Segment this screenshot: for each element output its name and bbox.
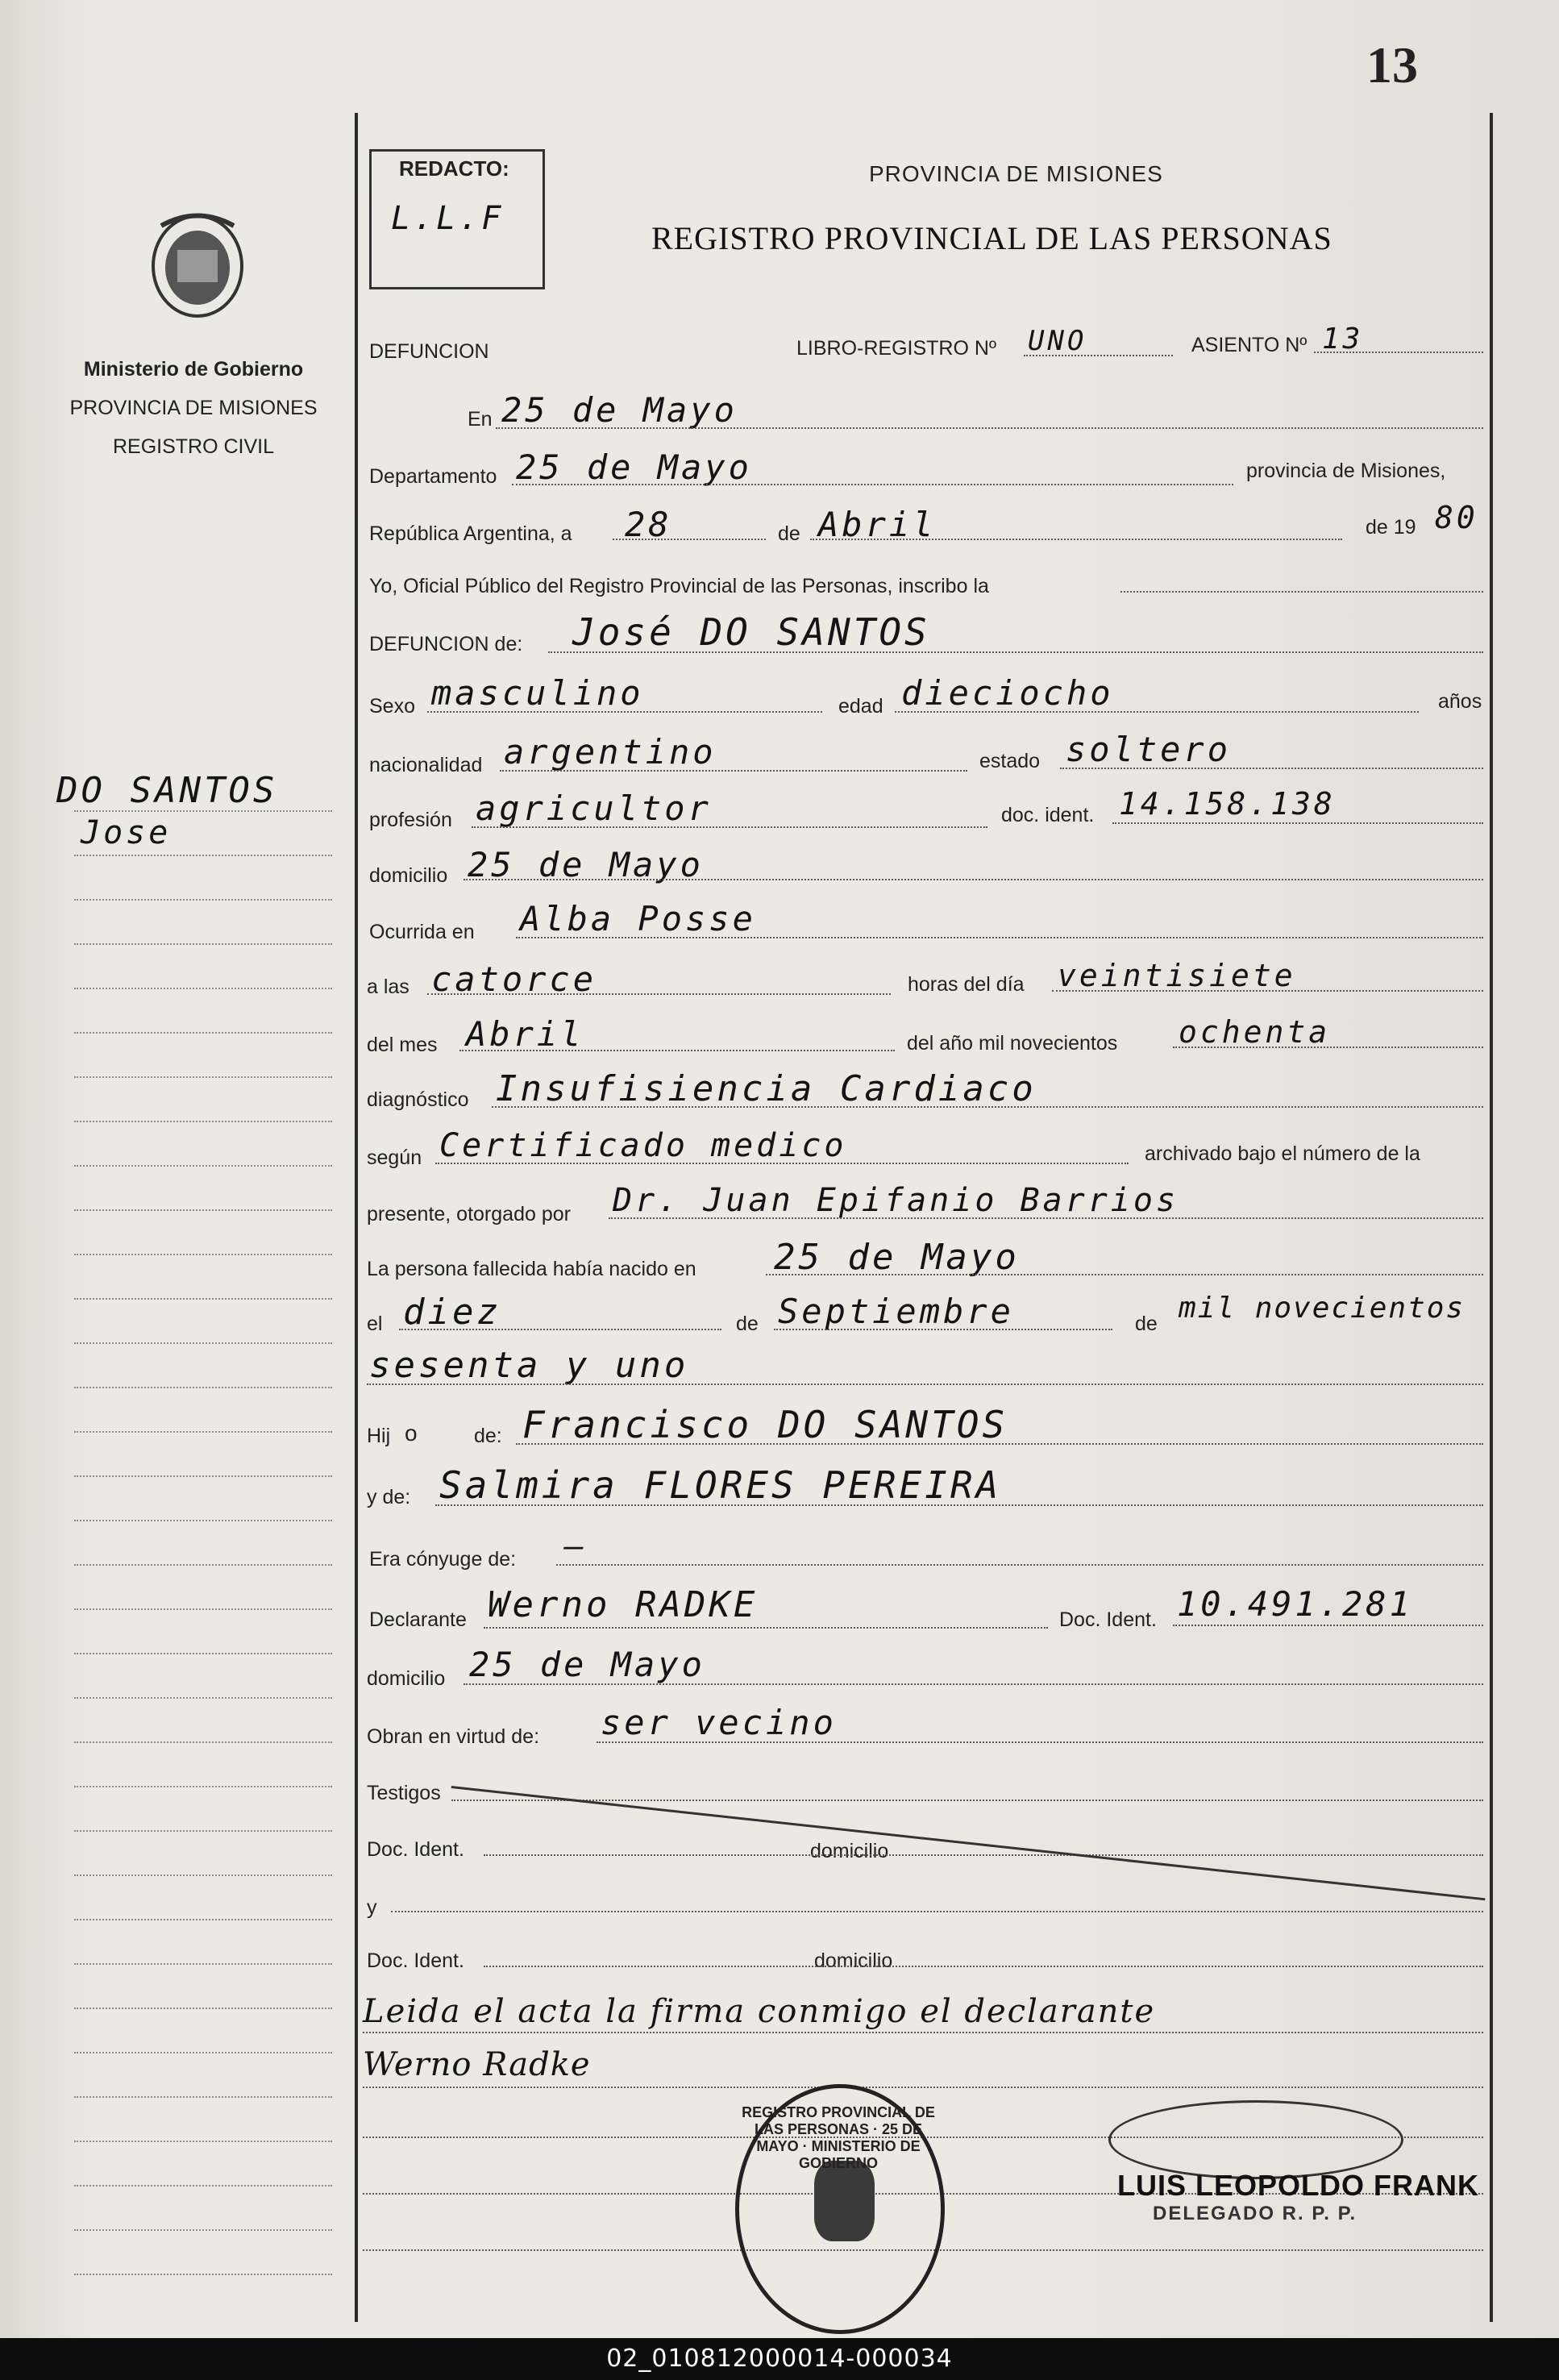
asiento-label: ASIENTO Nº (1191, 334, 1307, 356)
anio-label: de 19 (1366, 516, 1416, 539)
provincia-suffix: provincia de Misiones, (1246, 460, 1446, 482)
domicilio3-label: domicilio (810, 1840, 889, 1862)
declarante-doc-label: Doc. Ident. (1059, 1608, 1157, 1631)
margin-line (74, 1520, 332, 1521)
nacionalidad-value: argentino (504, 732, 717, 772)
doc-line (1112, 822, 1483, 824)
libro-value: UNO (1028, 325, 1087, 357)
segun-value: Certificado medico (439, 1127, 847, 1164)
redacto-label: REDACTO: (399, 156, 509, 181)
ministry-block (48, 350, 339, 466)
presente-value: Dr. Juan Epifanio Barrios (613, 1182, 1179, 1219)
marginal-name: Jose (81, 814, 172, 851)
hijo-line (516, 1443, 1483, 1445)
domicilio-line (464, 879, 1483, 880)
act-type: DEFUNCION (369, 340, 489, 363)
departamento-line (512, 484, 1233, 485)
anos-label: años (1438, 690, 1482, 713)
de2-label: de (736, 1313, 759, 1335)
doc-value: 14.158.138 (1119, 786, 1336, 822)
ocurrida-value: Alba Posse (520, 899, 756, 938)
ministry-province: PROVINCIA DE MISIONES (69, 397, 318, 419)
asiento-value: 13 (1322, 322, 1364, 356)
margin-line (74, 1786, 332, 1787)
yde-value: Salmira FLORES PEREIRA (439, 1463, 1002, 1507)
segun-line (435, 1163, 1129, 1164)
closing-line (363, 2087, 1483, 2088)
margin-line (74, 1121, 332, 1122)
el-value: diez (403, 1292, 501, 1333)
ministry-registry: REGISTRO CIVIL (112, 435, 275, 458)
margin-line (74, 1254, 332, 1255)
conyuge-label: Era cónyuge de: (369, 1548, 517, 1571)
margin-line (74, 1076, 332, 1078)
dia-line (613, 539, 766, 540)
delano-line (1173, 1046, 1483, 1048)
yde-line (435, 1504, 1483, 1506)
docident1-label: Doc. Ident. (367, 1838, 464, 1861)
archivado-label: archivado bajo el número de la (1145, 1142, 1420, 1165)
domicilio-value: 25 de Mayo (468, 845, 704, 884)
domicilio2-label: domicilio (367, 1667, 446, 1690)
mes-value: Abril (818, 505, 937, 544)
signature-role: DELEGADO R. P. P. (1153, 2203, 1357, 2224)
margin-line (74, 1342, 332, 1344)
profesion-value: agricultor (476, 788, 712, 828)
margin-line (74, 2274, 332, 2275)
delmes-line (459, 1050, 895, 1051)
closing-line (363, 2032, 1483, 2033)
mes-line (810, 539, 1342, 540)
dia-value: 28 (625, 505, 672, 544)
margin-line (74, 1209, 332, 1211)
hijo-suffix: o (405, 1421, 418, 1446)
margin-line (74, 855, 332, 856)
closing-text: Leida el acta la firma conmigo el declarante (363, 1993, 1156, 2030)
stamp-text: REGISTRO PROVINCIAL DE LAS PERSONAS · 25 DE MAYO · MINISTERIO DE GOBIERNO (742, 2104, 935, 2171)
margin-line (74, 1919, 332, 1920)
profesion-label: profesión (369, 809, 452, 831)
el-label: el (367, 1313, 383, 1335)
margin-line (74, 1874, 332, 1876)
coat-of-arms-icon (145, 202, 250, 322)
stamp-emblem-icon (814, 2161, 875, 2241)
margin-line (74, 2096, 332, 2098)
republica-label: República Argentina, a (369, 522, 572, 545)
defuncion-line (548, 651, 1483, 653)
diagnostico-label: diagnóstico (367, 1088, 469, 1111)
right-margin-rule (1490, 113, 1493, 2322)
margin-line (74, 1165, 332, 1167)
signature-name: LUIS LEOPOLDO FRANK (1117, 2169, 1479, 2202)
domicilio4-label: domicilio (814, 1949, 893, 1972)
nacido-label: La persona fallecida había nacido en (367, 1258, 696, 1280)
segun-label: según (367, 1146, 422, 1169)
yde-label: y de: (367, 1486, 411, 1508)
docident1-line (484, 1854, 1483, 1856)
margin-line (74, 2052, 332, 2053)
diagnostico-line (492, 1106, 1483, 1108)
image-id-footer: 02_010812000014-000034 (0, 2338, 1559, 2380)
declarante-signature: Werno Radke (363, 2046, 591, 2083)
delano-value: ochenta (1179, 1014, 1331, 1050)
libro-line (1024, 355, 1173, 356)
page-title: REGISTRO PROVINCIAL DE LAS PERSONAS (651, 220, 1332, 256)
edad-line (895, 711, 1419, 713)
yo-text: Yo, Oficial Público del Registro Provincial de las Personas, inscribo la (369, 575, 989, 597)
estado-line (1060, 768, 1483, 769)
de2-value: Septiembre (778, 1292, 1014, 1331)
declarante-line (484, 1627, 1048, 1629)
hijo-value: Francisco DO SANTOS (522, 1403, 1008, 1446)
margin-line (74, 1387, 332, 1388)
margin-line (74, 1963, 332, 1965)
defuncion-label: DEFUNCION de: (369, 633, 523, 655)
domicilio2-line (464, 1683, 1483, 1685)
asiento-line (1314, 352, 1483, 353)
testigos-label: Testigos (367, 1782, 441, 1804)
sexo-label: Sexo (369, 695, 415, 718)
left-margin-rule (355, 113, 358, 2322)
declarante-doc-line (1173, 1625, 1483, 1626)
horas-line (1052, 990, 1483, 992)
nacionalidad-line (500, 770, 967, 772)
page-number: 13 (1366, 36, 1418, 94)
signature-oval (1108, 2100, 1403, 2179)
departamento-value: 25 de Mayo (516, 447, 752, 487)
estado-label: estado (979, 750, 1041, 772)
obran-label: Obran en virtud de: (367, 1725, 540, 1748)
departamento-label: Departamento (369, 465, 497, 488)
declarante-value: Werno RADKE (488, 1584, 759, 1625)
ministry-name: Ministerio de Gobierno (83, 358, 304, 381)
presente-label: presente, otorgado por (367, 1203, 571, 1225)
margin-line (74, 810, 332, 812)
y-label: y (367, 1896, 377, 1919)
declarante-label: Declarante (369, 1608, 467, 1631)
profesion-line (472, 826, 987, 828)
margin-line (74, 1608, 332, 1610)
testigos-line (451, 1800, 1483, 1801)
margin-line (74, 1298, 332, 1300)
docident2-label: Doc. Ident. (367, 1949, 464, 1972)
en-line (496, 427, 1483, 429)
en-label: En (468, 408, 493, 431)
redacto-value: L.L.F (391, 200, 505, 237)
delano-label: del año mil novecientos (907, 1032, 1118, 1055)
alas-value: catorce (431, 959, 597, 999)
marginal-surname: DO SANTOS (56, 770, 278, 811)
margin-line (74, 1653, 332, 1654)
nacionalidad-label: nacionalidad (369, 754, 483, 776)
yo-line (1120, 591, 1483, 593)
alas-label: a las (367, 976, 409, 998)
margin-line (74, 1475, 332, 1477)
doc-label: doc. ident. (1001, 804, 1095, 826)
delmes-label: del mes (367, 1034, 438, 1056)
margin-line (74, 2008, 332, 2009)
edad-label: edad (838, 695, 883, 718)
margin-line (74, 1431, 332, 1433)
margin-line (74, 1564, 332, 1566)
declarante-doc-value: 10.491.281 (1177, 1584, 1413, 1624)
sexo-value: masculino (431, 673, 644, 713)
horas-value: veintisiete (1058, 958, 1296, 993)
diagnostico-value: Insufisiencia Cardiaco (496, 1068, 1037, 1109)
margin-line (74, 943, 332, 945)
en-value: 25 de Mayo (501, 390, 738, 430)
horas-label: horas del día (908, 973, 1025, 996)
conyuge-value: — (564, 1528, 588, 1565)
hijo-label: Hij (367, 1425, 391, 1447)
y-line (391, 1911, 1483, 1912)
edad-value: dieciocho (901, 673, 1114, 713)
domicilio2-value: 25 de Mayo (469, 1645, 705, 1684)
margin-line (74, 1830, 332, 1832)
margin-line (74, 1741, 332, 1743)
docident2-line (484, 1966, 1483, 1967)
de3-value: mil novecientos (1179, 1292, 1465, 1325)
header-province: PROVINCIA DE MISIONES (869, 161, 1163, 186)
de3-label: de (1135, 1313, 1158, 1335)
obran-line (597, 1741, 1483, 1743)
margin-line (74, 1032, 332, 1034)
anio-value: 80 (1435, 500, 1478, 535)
margin-line (74, 899, 332, 901)
nacido-value: 25 de Mayo (774, 1237, 1020, 1278)
redacto-box (369, 149, 545, 289)
de2-line (774, 1329, 1112, 1330)
ocurrida-line (516, 937, 1483, 938)
libro-label: LIBRO-REGISTRO Nº (796, 337, 997, 360)
el-line (399, 1329, 721, 1330)
cont-value: sesenta y uno (369, 1345, 689, 1386)
margin-line (74, 988, 332, 989)
obran-value: ser vecino (601, 1703, 837, 1742)
sexo-line (427, 711, 822, 713)
margin-line (74, 2229, 332, 2231)
alas-line (427, 993, 891, 995)
de-label: de (778, 522, 800, 545)
margin-line (74, 2185, 332, 2187)
estado-value: soltero (1066, 730, 1232, 769)
delmes-value: Abril (466, 1014, 584, 1054)
hijo-de-label: de: (474, 1425, 502, 1447)
conyuge-line (556, 1564, 1483, 1566)
presente-line (609, 1217, 1483, 1219)
domicilio-label: domicilio (369, 864, 448, 887)
ocurrida-label: Ocurrida en (369, 921, 475, 943)
margin-line (74, 1697, 332, 1699)
defuncion-value: José DO SANTOS (572, 610, 930, 654)
margin-line (74, 2141, 332, 2142)
nacido-line (766, 1274, 1483, 1275)
cont-line (367, 1383, 1483, 1385)
